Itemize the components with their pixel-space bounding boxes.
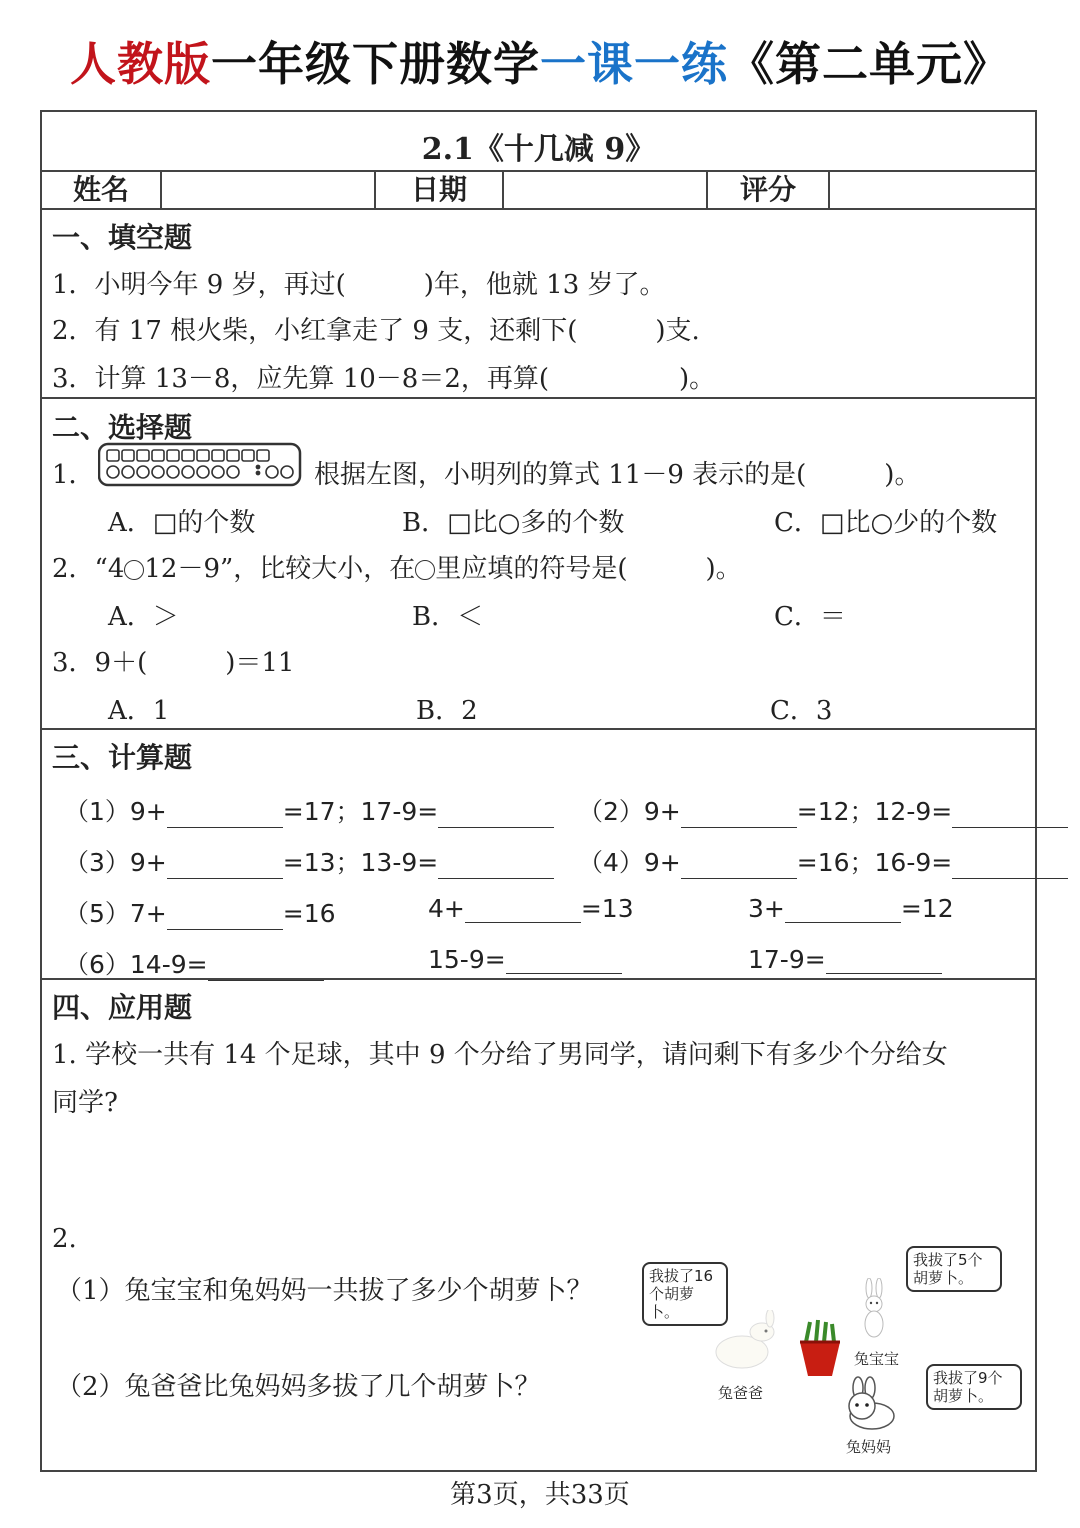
rabbit-dad-icon [702, 1310, 782, 1372]
lesson-title: 2.1《十几减 9》 [421, 132, 656, 167]
page-number: 第3页，共33页 [450, 1480, 630, 1510]
title-series: 一课一练 [540, 37, 728, 91]
choice-q1-option-b: B．□比○多的个数 [402, 508, 625, 538]
date-label: 日期 [410, 173, 467, 206]
calc-text: （6）14-9= [64, 950, 208, 979]
title-publisher: 人教版 [70, 37, 211, 91]
rabbit-baby-icon [860, 1278, 888, 1340]
compare-circle-icon [124, 560, 144, 580]
calc-text: 17-9= [748, 945, 826, 974]
section-fill-blank-title: 一、填空题 [52, 221, 193, 254]
label-dad: 兔爸爸 [718, 1384, 764, 1402]
answer-blank[interactable] [506, 951, 622, 974]
calc-text: （3）9+ [64, 848, 167, 877]
choice-q2-option-b: B．＜ [412, 602, 484, 632]
answer-blank[interactable] [465, 900, 581, 923]
calc-text: =16 [282, 899, 336, 928]
divider [42, 208, 1035, 210]
choice-q2-option-c: C．＝ [774, 602, 846, 632]
app-q1-line2: 同学? [52, 1088, 118, 1118]
calc-text: =12 [900, 894, 954, 923]
choice-q3: 3．9＋( )＝11 [52, 648, 295, 678]
divider [42, 978, 1035, 980]
label-baby: 兔宝宝 [854, 1350, 900, 1368]
square-shapes [107, 450, 269, 461]
answer-blank[interactable] [952, 805, 1068, 828]
score-label: 评分 [739, 173, 796, 206]
calc-text: （4）9+ [578, 848, 681, 877]
choice-q3-option-c: C．3 [770, 696, 833, 726]
choice-q3-option-a: A．1 [108, 696, 170, 726]
app-q2-number: 2. [52, 1224, 77, 1254]
answer-blank[interactable] [167, 907, 283, 930]
calc-text: （5）7+ [64, 899, 167, 928]
section-choice-title: 二、选择题 [52, 411, 193, 444]
calc-row-4-c [748, 945, 942, 974]
calc-text: 3+ [748, 894, 785, 923]
speech-bubble-baby: 我拔了5个胡萝卜。 [906, 1246, 1002, 1292]
calc-text: 15-9= [428, 945, 506, 974]
calc-text: =16；16-9= [796, 848, 953, 877]
answer-blank[interactable] [785, 900, 901, 923]
speech-bubble-dad: 我拔了16个胡萝卜。 [642, 1262, 728, 1326]
speech-bubble-mom: 我拔了9个胡萝卜。 [926, 1364, 1022, 1410]
squares-circles-figure [98, 442, 302, 488]
compare-circle-icon [415, 560, 435, 580]
page-title [0, 28, 1080, 94]
name-field[interactable] [162, 172, 374, 208]
choice-q1-option-a: A．□的个数 [108, 508, 256, 538]
choice-q2 [52, 548, 742, 585]
choice-q2-part-c: 里应填的符号是( )。 [435, 554, 742, 584]
divider [42, 728, 1035, 730]
fill-q2: 2．有 17 根火柴，小红拿走了 9 支，还剩下( )支. [52, 316, 700, 346]
choice-q2-part-b: 12－9”，比较大小，在 [144, 554, 416, 584]
answer-blank[interactable] [681, 805, 797, 828]
answer-blank[interactable] [826, 951, 942, 974]
choice-q1-option-c: C．□比○少的个数 [774, 508, 998, 538]
app-q2-part1: （1）兔宝宝和兔妈妈一共拔了多少个胡萝卜？ [56, 1276, 593, 1306]
choice-q2-part-a: 2．“4 [52, 554, 125, 584]
calc-text: （1）9+ [64, 797, 167, 826]
fill-q3: 3．计算 13－8，应先算 10－8＝2，再算( )。 [52, 364, 716, 394]
rabbit-mom-icon [838, 1376, 898, 1432]
calc-text: =13 [580, 894, 634, 923]
calc-row-3-c [748, 894, 954, 923]
calc-text: （2）9+ [578, 797, 681, 826]
calc-text: =17；17-9= [282, 797, 439, 826]
label-mom: 兔妈妈 [846, 1438, 892, 1456]
section-calc-title: 三、计算题 [52, 741, 193, 774]
calc-row-4-b [428, 945, 622, 974]
answer-blank[interactable] [167, 805, 283, 828]
calc-text: =13；13-9= [282, 848, 439, 877]
app-q1-line1: 1. 学校一共有 14 个足球，其中 9 个分给了男同学，请问剩下有多少个分给女 [52, 1040, 948, 1070]
calc-row-3-a [64, 894, 336, 930]
app-q2-part2: （2）兔爸爸比兔妈妈多拔了几个胡萝卜？ [56, 1372, 541, 1402]
choice-q2-option-a: A．＞ [108, 602, 179, 632]
calc-text: =12；12-9= [796, 797, 953, 826]
title-unit: 《第二单元》 [728, 37, 1010, 91]
calc-row-3-b [428, 894, 634, 923]
worksheet [40, 110, 1037, 1472]
name-label: 姓名 [72, 173, 129, 206]
carrot-basket-icon [794, 1316, 846, 1380]
calc-row-1-right [578, 792, 1068, 828]
calc-text: 4+ [428, 894, 465, 923]
choice-q3-option-b: B．2 [416, 696, 478, 726]
calc-row-1-left [64, 792, 554, 828]
answer-blank[interactable] [438, 805, 554, 828]
date-field[interactable] [504, 172, 706, 208]
fill-q1: 1．小明今年 9 岁，再过( )年，他就 13 岁了。 [52, 270, 666, 300]
answer-blank[interactable] [681, 856, 797, 879]
divider [42, 397, 1035, 399]
circle-shapes [107, 465, 293, 478]
title-grade: 一年级下册数学 [211, 37, 540, 91]
choice-q1-text: 根据左图，小明列的算式 11－9 表示的是( )。 [314, 460, 921, 490]
answer-blank[interactable] [952, 856, 1068, 879]
calc-row-2-left [64, 843, 554, 879]
score-field[interactable] [830, 172, 1035, 208]
calc-row-4-a [64, 945, 324, 981]
choice-q1-number: 1． [52, 460, 95, 490]
answer-blank[interactable] [167, 856, 283, 879]
answer-blank[interactable] [438, 856, 554, 879]
calc-row-2-right [578, 843, 1068, 879]
section-application-title: 四、应用题 [52, 991, 193, 1024]
